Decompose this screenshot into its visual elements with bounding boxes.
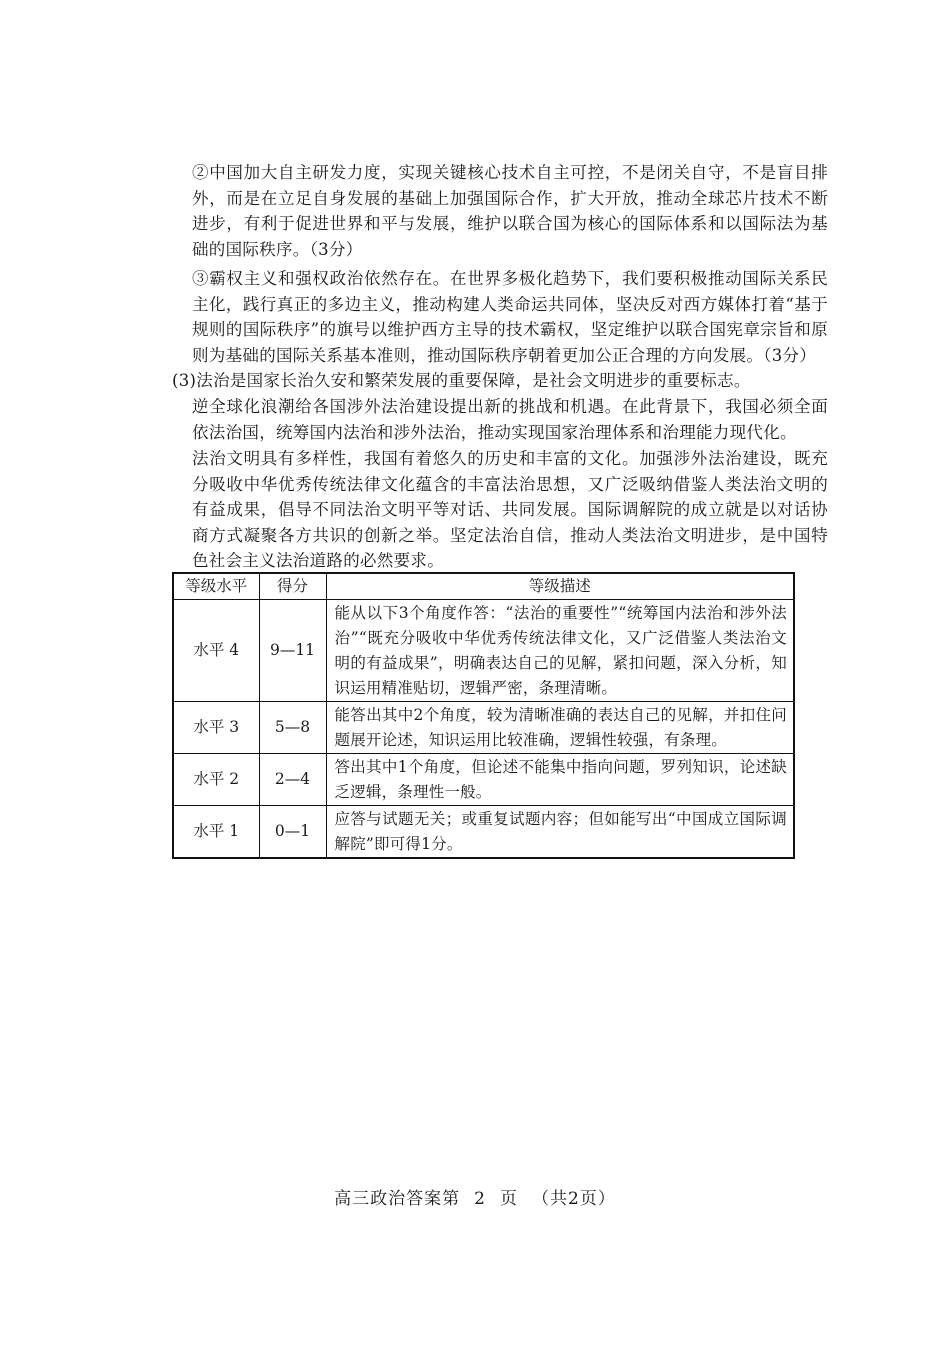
score-cell: 9—11 <box>259 600 326 702</box>
level-cell: 水平 2 <box>173 754 259 806</box>
rubric-row-level-3 <box>173 702 794 754</box>
header-description: 等级描述 <box>326 573 794 600</box>
question-3-intro: (3)法治是国家长治久安和繁荣发展的重要保障，是社会文明进步的重要标志。 <box>172 371 751 390</box>
level-cell: 水平 1 <box>173 806 259 859</box>
grading-rubric-table <box>172 572 795 859</box>
level-cell: 水平 3 <box>173 702 259 754</box>
footer-total-pages: （共2页） <box>532 1189 616 1209</box>
score-cell: 5—8 <box>259 702 326 754</box>
answer-point-3: ③霸权主义和强权政治依然存在。在世界多极化趋势下，我们要积极推动国际关系民主化，践行真正的多边主义，推动构建人类命运共同体，坚决反对西方媒体打着“基于规则的国际秩序”的旗号以维护西方主导的技术霸权，坚定维护以联合国宪章宗旨和原则为基础的国际关系基本准则，推动国际秩序朝着更加公正合理的方向发展。（3分） <box>192 269 828 365</box>
footer-page-number: 2 <box>474 1189 486 1209</box>
answer-point-2: ②中国加大自主研发力度，实现关键核心技术自主可控，不是闭关自守，不是盲目排外，而是在立足自身发展的基础上加强国际合作，扩大开放，推动全球芯片技术不断进步，有利于促进世界和平与发展，维护以联合国为核心的国际体系和以国际法为基础的国际秩序。（3分） <box>192 163 828 259</box>
header-level: 等级水平 <box>173 573 259 600</box>
description-cell: 能从以下3个角度作答：“法治的重要性”“统筹国内法治和涉外法治”“既充分吸收中华优秀传统法律文化，又广泛借鉴人类法治文明的有益成果”，明确表达自己的见解，紧扣问题，深入分析，知识运用精准贴切，逻辑严密，条理清晰。 <box>326 600 794 702</box>
score-cell: 0—1 <box>259 806 326 859</box>
description-cell: 应答与试题无关；或重复试题内容；但如能写出“中国成立国际调解院”即可得1分。 <box>326 806 794 859</box>
header-score: 得分 <box>259 573 326 600</box>
score-cell: 2—4 <box>259 754 326 806</box>
description-cell: 能答出其中2个角度，较为清晰准确的表达自己的见解，并扣住问题展开论述，知识运用比较准确，逻辑性较强，有条理。 <box>326 702 794 754</box>
rubric-header-row <box>173 573 794 600</box>
rubric-row-level-1 <box>173 806 794 859</box>
footer-prefix: 高三政治答案第 <box>334 1189 461 1209</box>
level-cell: 水平 4 <box>173 600 259 702</box>
rubric-row-level-4 <box>173 600 794 702</box>
page-footer <box>0 1184 950 1209</box>
footer-page-unit: 页 <box>500 1189 518 1209</box>
question-3-paragraph-3: 法治文明具有多样性，我国有着悠久的历史和丰富的文化。加强涉外法治建设，既充分吸收中华优秀传统法律文化蕴含的丰富法治思想，又广泛吸纳借鉴人类法治文明的有益成果，倡导不同法治文明平等对话、共同发展。国际调解院的成立就是以对话协商方式凝聚各方共识的创新之举。坚定法治自信，推动人类法治文明进步，是中国特色社会主义法治道路的必然要求。 <box>192 449 828 570</box>
question-3-paragraph-2: 逆全球化浪潮给各国涉外法治建设提出新的挑战和机遇。在此背景下，我国必须全面依法治国，统筹国内法治和涉外法治，推动实现国家治理体系和治理能力现代化。 <box>192 397 828 442</box>
rubric-row-level-2 <box>173 754 794 806</box>
description-cell: 答出其中1个角度，但论述不能集中指向问题，罗列知识，论述缺乏逻辑，条理性一般。 <box>326 754 794 806</box>
